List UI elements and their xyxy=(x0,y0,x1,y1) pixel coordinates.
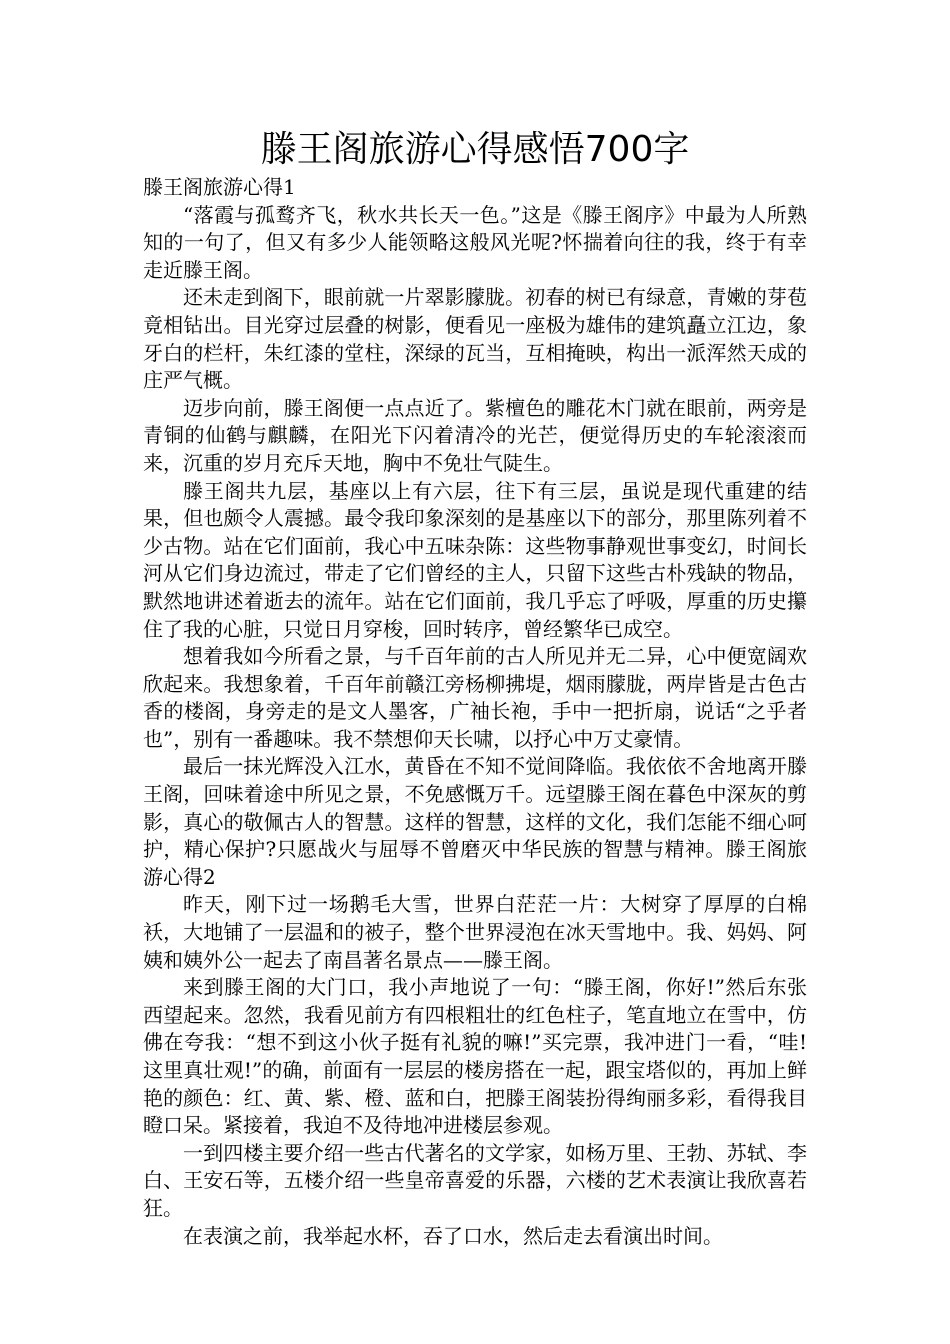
paragraph: 迈步向前，滕王阁便一点点近了。紫檀色的雕花木门就在眼前，两旁是青铜的仙鹤与麒麟，在阳光下闪着清冷的光芒，便觉得历史的车轮滚滚而来，沉重的岁月充斥天地，胸中不免壮气陡生。 xyxy=(143,395,807,475)
paragraph: 在表演之前，我举起水杯，吞了口水，然后走去看演出时间。 xyxy=(183,1223,723,1248)
document-title: 滕王阁旅游心得感悟700字 xyxy=(260,129,690,170)
paragraph: 一到四楼主要介绍一些古代著名的文学家，如杨万里、王勃、苏轼、李白、王安石等，五楼介绍一些皇帝喜爱的乐器，六楼的艺术表演让我欣喜若狂。 xyxy=(143,1140,807,1220)
paragraph: 想着我如今所看之景，与千百年前的古人所见并无二异，心中便宽阔欢欣起来。我想象着，千百年前赣江旁杨柳拂堤，烟雨朦胧，两岸皆是古色古香的楼阁，身旁走的是文人墨客，广袖长袍，手中一把折扇，说话“之乎者也”，别有一番趣味。我不禁想仰天长啸，以抒心中万丈豪情。 xyxy=(143,644,807,751)
document-body xyxy=(143,174,807,1250)
paragraph: 还未走到阁下，眼前就一片翠影朦胧。初春的树已有绿意，青嫩的芽苞竟相钻出。目光穿过层叠的树影，便看见一座极为雄伟的建筑矗立江边，象牙白的栏杆，朱红漆的堂柱，深绿的瓦当，互相掩映，构出一派浑然天成的庄严气概。 xyxy=(143,285,807,393)
paragraph: 滕王阁共九层，基座以上有六层，往下有三层，虽说是现代重建的结果，但也颇令人震撼。最令我印象深刻的是基座以下的部分，那里陈列着不少古物。站在它们面前，我心中五味杂陈：这些物事静观世事变幻，时间长河从它们身边流过，带走了它们曾经的主人，只留下这些古朴残缺的物品，默然地讲述着逝去的流年。站在它们面前，我几乎忘了呼吸，厚重的历史攥住了我的心脏，只觉日月穿梭，回时转序，曾经繁华已成空。 xyxy=(143,478,807,641)
paragraph: 来到滕王阁的大门口，我小声地说了一句：“滕王阁，你好!”然后东张西望起来。忽然，我看见前方有四根粗壮的红色柱子，笔直地立在雪中，仿佛在夸我：“想不到这小伙子挺有礼貌的嘛!”买完票，我冲进门一看，“哇!这里真壮观!”的确，前面有一层层的楼房搭在一起，跟宝塔似的，再加上鲜艳的颜色：红、黄、紫、橙、蓝和白，把滕王阁装扮得绚丽多彩，看得我目瞪口呆。紧接着，我迫不及待地冲进楼层参观。 xyxy=(143,975,807,1138)
paragraph: “落霞与孤鹜齐飞，秋水共长天一色。”这是《滕王阁序》中最为人所熟知的一句了，但又有多少人能领略这般风光呢?怀揣着向往的我，终于有幸走近滕王阁。 xyxy=(143,202,807,282)
section-heading: 滕王阁旅游心得1 xyxy=(143,175,296,199)
paragraph: 昨天，刚下过一场鹅毛大雪，世界白茫茫一片：大树穿了厚厚的白棉袄，大地铺了一层温和的被子，整个世界浸泡在冰天雪地中。我、妈妈、阿姨和姨外公一起去了南昌著名景点——滕王阁。 xyxy=(143,892,807,972)
paragraph: 最后一抹光辉没入江水，黄昏在不知不觉间降临。我依依不舍地离开滕王阁，回味着途中所见之景，不免感慨万千。远望滕王阁在暮色中深灰的剪影，真心的敬佩古人的智慧。这样的智慧，这样的文化，我们怎能不细心呵护，精心保护?只愿战火与屈辱不曾磨灭中华民族的智慧与精神。滕王阁旅游心得2 xyxy=(143,754,807,889)
